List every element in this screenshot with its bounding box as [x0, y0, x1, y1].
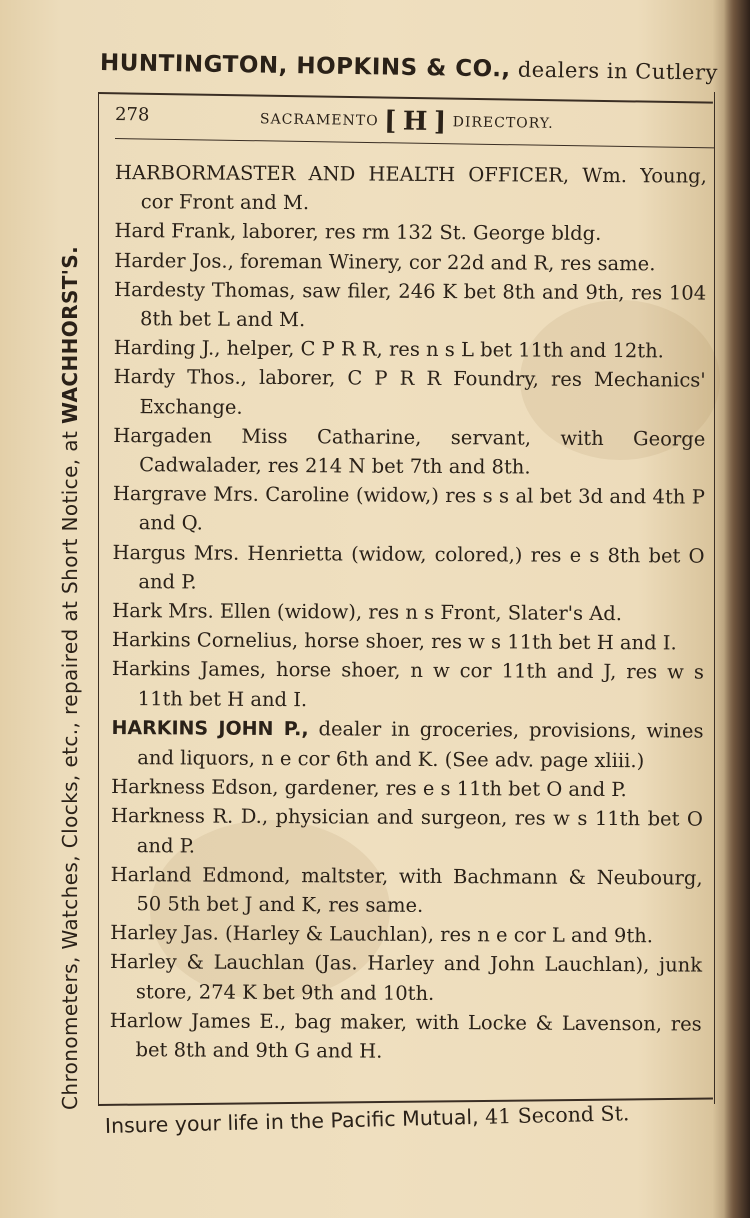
entry-details: (widow), res n s Front, Slater's Ad. — [270, 600, 623, 626]
entry-name: Harkins James, — [111, 657, 267, 682]
entry-details: (Harley & Lauchlan), res n e cor L and 9th. — [218, 921, 654, 948]
running-head-right-word: DIRECTORY. — [452, 114, 554, 132]
directory-entry — [114, 333, 706, 366]
entry-name: Harley & Lauchlan — [110, 950, 305, 975]
top-advert-tail: dealers in Cutlery — [510, 57, 719, 85]
entry-details: physician and surgeon, res w s 11th bet O and P. — [136, 805, 704, 858]
directory-entry — [109, 1006, 701, 1068]
top-advert-bold: HUNTINGTON, HOPKINS & CO., — [99, 50, 511, 83]
entry-name: Hargus Mrs. Henrietta — [112, 540, 344, 566]
entry-name: HARBORMASTER AND HEALTH OFFICER, — [114, 160, 570, 187]
entry-name: Hardy Thos., — [113, 365, 247, 390]
directory-entry — [112, 625, 704, 658]
running-head-bracket-close: ] — [433, 107, 448, 138]
entry-name: Harkness R. D., — [110, 804, 269, 829]
directory-entry — [113, 421, 705, 483]
entry-details: Wm. Young, cor Front and M. — [140, 163, 707, 215]
entry-name: Harkins Cornelius, — [111, 628, 299, 653]
page-number: 278 — [114, 104, 150, 126]
bottom-advert-address: 41 Second St. — [484, 1101, 630, 1129]
directory-entry — [113, 362, 705, 424]
running-head-left-word: SACRAMENTO — [259, 111, 379, 130]
entry-details: bag maker, with Locke & Lavenson, res bet 8th and 9th G and H. — [135, 1009, 702, 1063]
entry-details: laborer, C P R R Foundry, res Mechanics' Exchange. — [139, 366, 706, 419]
entry-details: gardener, res e s 11th bet O and P. — [278, 776, 627, 802]
entry-details: horse shoer, res w s 11th bet H and I. — [298, 629, 677, 655]
side-advert-bold: WACHHORST'S. — [58, 245, 82, 425]
entry-details: (widow,) res s s al bet 3d and 4th P and Q. — [138, 483, 706, 535]
entry-details: servant, with George Cadwalader, res 214 N bet 7th and 8th. — [139, 425, 706, 479]
entry-name: Harkness Edson, — [111, 775, 279, 800]
side-advert-text: Chronometers, Watches, Clocks, etc., repaired at Short Notice, at — [58, 424, 82, 1110]
entry-name: Hardesty Thomas, — [114, 277, 296, 302]
directory-entry — [115, 158, 707, 220]
directory-entry — [110, 860, 702, 922]
entry-details: dealer in groceries, provisions, wines and liquors, n e cor 6th and K. (See adv. page xliii.) — [137, 717, 704, 773]
directory-entry — [111, 801, 703, 863]
side-advert — [58, 110, 82, 1110]
entry-name: Harlow James E., — [109, 1008, 287, 1033]
page-binding-edge — [724, 0, 750, 1218]
entry-name: Hargaden Miss Catharine, — [113, 423, 422, 449]
entry-name: Harley Jas. — [110, 921, 219, 945]
directory-entry — [110, 918, 702, 951]
entry-details: laborer, res rm 132 St. George bldg. — [236, 220, 602, 246]
entry-name: Hard Frank, — [114, 219, 237, 244]
directory-entry — [112, 654, 704, 716]
entry-name: Harland Edmond, — [110, 862, 291, 887]
entry-details: (widow, colored,) res e s 8th bet O and P. — [138, 542, 705, 594]
bottom-advert-text: Insure your life in the Pacific Mutual, — [104, 1104, 486, 1138]
directory-entry — [110, 947, 702, 1009]
directory-entry — [111, 772, 703, 805]
running-head-title — [260, 104, 554, 139]
running-head-letter: H — [402, 106, 429, 137]
entry-name: Harder Jos., — [114, 248, 234, 273]
entry-details: horse shoer, n w cor 11th and J, res w s 11th bet H and I. — [137, 658, 704, 711]
top-advert-header — [100, 50, 720, 86]
entry-name: Hargrave Mrs. Caroline — [112, 482, 350, 507]
directory-entries — [109, 158, 707, 1068]
directory-entry — [111, 713, 703, 776]
entry-name: HARKINS JOHN P., — [111, 716, 309, 741]
directory-entry — [113, 479, 705, 541]
entry-name: Hark Mrs. Ellen — [112, 599, 271, 624]
entry-details: (Jas. Harley and John Lauchlan), junk store, 274 K bet 9th and 10th. — [135, 951, 703, 1005]
entry-name: Harding J., — [113, 336, 221, 360]
directory-entry — [112, 596, 704, 629]
directory-entry — [112, 538, 704, 600]
entry-details: maltster, with Bachmann & Neubourg, 50 5th bet J and K, res same. — [136, 863, 703, 917]
running-head-bracket-open: [ — [383, 106, 398, 137]
entry-details: helper, C P R R, res n s L bet 11th and 12th. — [220, 336, 664, 363]
directory-entry — [114, 246, 706, 279]
directory-entry — [114, 216, 706, 249]
entry-details: foreman Winery, cor 22d and R, res same. — [233, 249, 656, 275]
directory-entry — [114, 275, 706, 337]
entry-details: saw filer, 246 K bet 8th and 9th, res 104 8th bet L and M. — [139, 278, 707, 332]
